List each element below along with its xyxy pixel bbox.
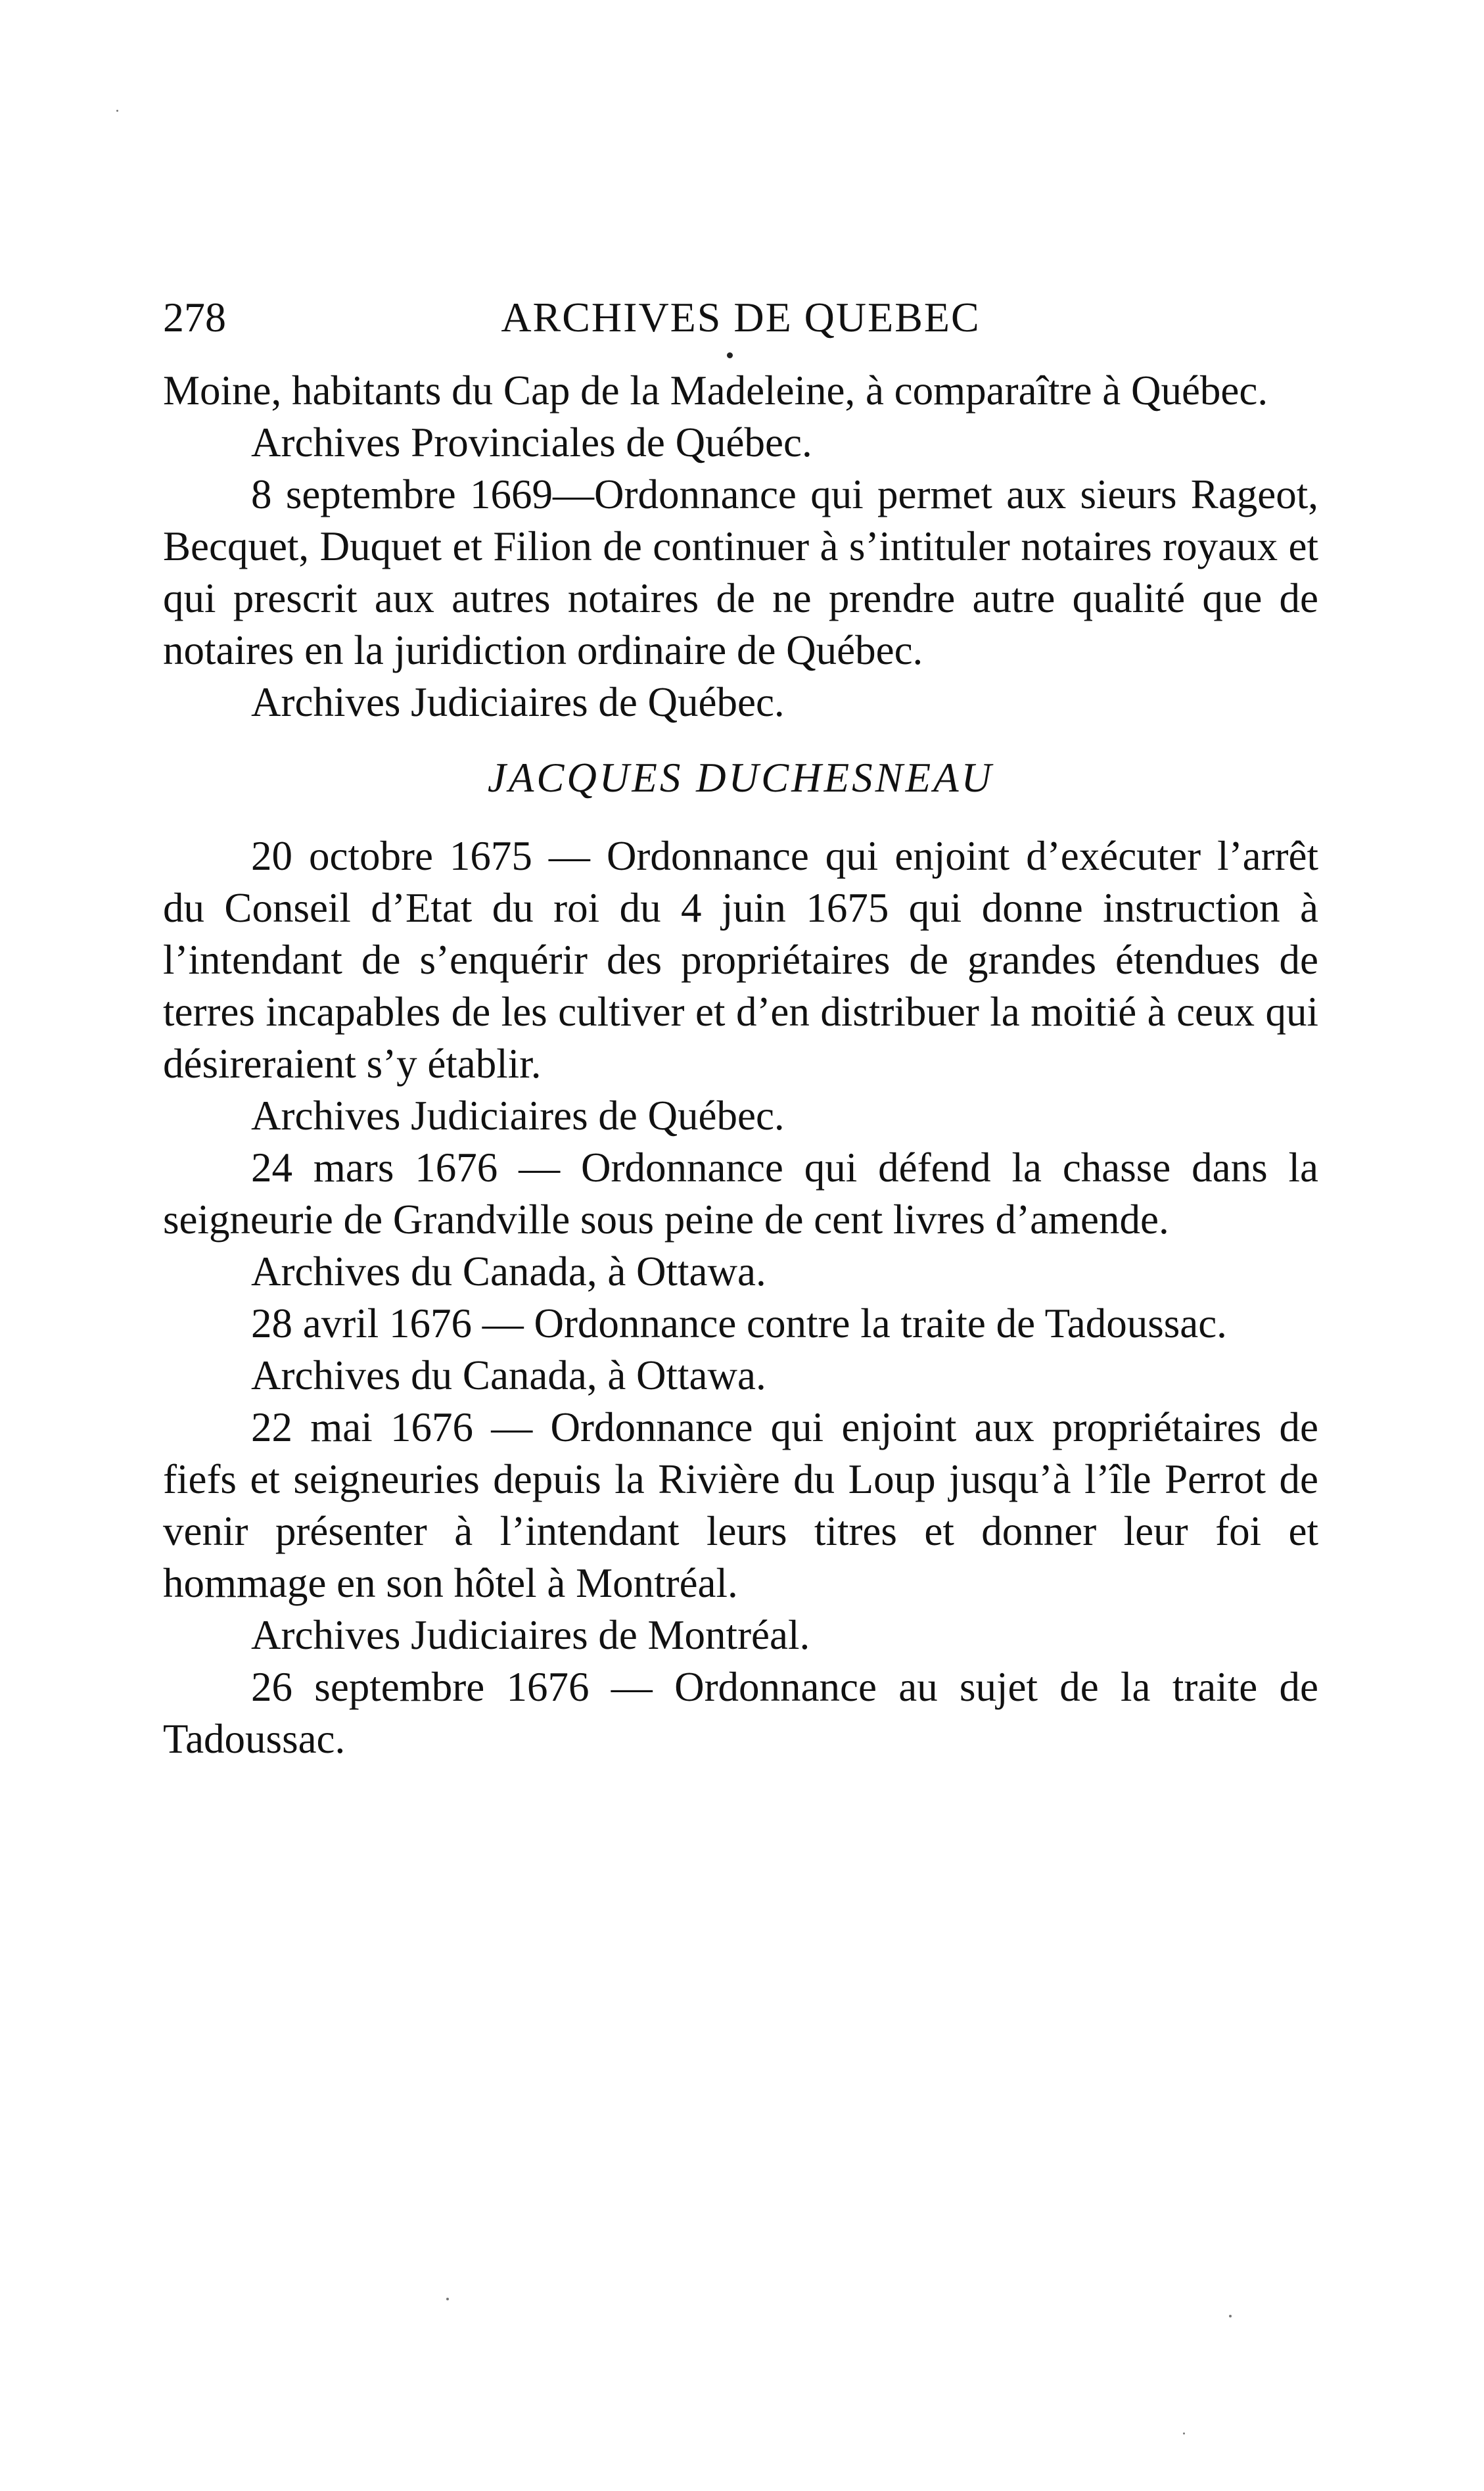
entry-source: Archives Judiciaires de Québec. xyxy=(251,1093,785,1139)
paper-speck xyxy=(1183,2432,1185,2434)
entry-text: 8 septembre 1669—Ordonnance qui permet aux sieurs Rageot, Becquet, Duquet et Filion de continuer à s’intituler notaires royaux et qui prescrit aux autres notaires de ne prendre autre qualité que de notaires en la juridiction ordinaire de Québec. xyxy=(163,471,1318,673)
entry-text: 28 avril 1676 — Ordonnance contre la traite de Tadoussac. xyxy=(251,1300,1227,1346)
section-title: JACQUES DUCHESNEAU xyxy=(487,755,994,801)
entry-source: Archives du Canada, à Ottawa. xyxy=(251,1352,766,1398)
paper-speck xyxy=(1229,2315,1232,2317)
entry-text: 24 mars 1676 — Ordonnance qui défend la chasse dans la seigneurie de Grandville sous peine de cent livres d’amende. xyxy=(163,1145,1318,1243)
entry-text: 20 octobre 1675 — Ordonnance qui enjoint d’exécuter l’arrêt du Conseil d’Etat du roi du 4 juin 1675 qui donne instruction à l’intendant de s’enquérir des propriétaires de grandes étendues de terres incapables de les cultiver et d’en distribuer la moitié à ceux qui désireraient s’y établir. xyxy=(163,833,1318,1087)
entry-text: Moine, habitants du Cap de la Madeleine, à comparaître à Québec. xyxy=(163,368,1268,414)
entry-source: Archives Judiciaires de Québec. xyxy=(251,679,785,725)
running-head: ARCHIVES DE QUEBEC xyxy=(501,294,981,341)
paper-speck xyxy=(116,110,118,112)
entry-source: Archives du Canada, à Ottawa. xyxy=(251,1248,766,1294)
entry-source: Archives Provinciales de Québec. xyxy=(251,419,812,465)
page-header xyxy=(163,288,1318,347)
page-body xyxy=(163,365,1318,1765)
page-number: 278 xyxy=(163,294,226,341)
paper-speck xyxy=(446,2298,449,2300)
entry-text: 26 septembre 1676 — Ordonnance au sujet de la traite de Tadoussac. xyxy=(163,1664,1318,1762)
entry-source: Archives Judiciaires de Montréal. xyxy=(251,1612,810,1658)
paper-speck xyxy=(727,352,733,358)
entry-text: 22 mai 1676 — Ordonnance qui enjoint aux propriétaires de fiefs et seigneuries depuis la Rivière du Loup jusqu’à l’île Perrot de venir présenter à l’intendant leurs titres et donner leur foi et hommage en son hôtel à Montréal. xyxy=(163,1404,1318,1606)
